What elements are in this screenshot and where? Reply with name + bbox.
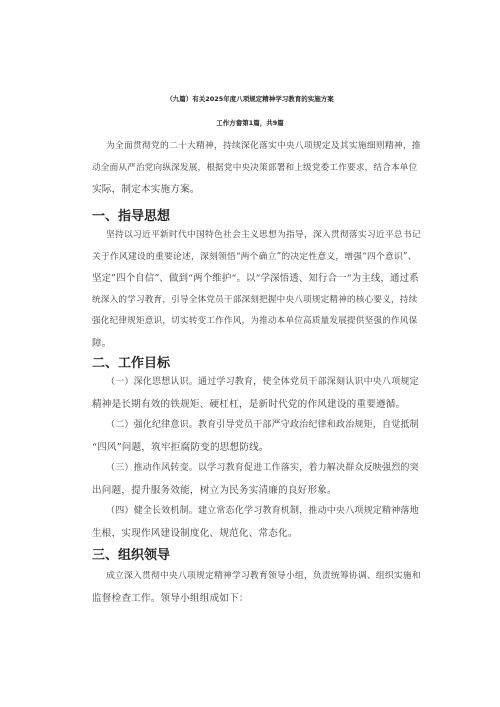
- section-paragraph: [92, 415, 422, 458]
- text-line: （一）深化思想认识。通过学习教育，使全体党员干部深刻认识中央八项规定: [106, 377, 419, 387]
- text-line: （三）推动作风转变。以学习教育促进工作落实，着力解决群众反映强烈的突: [106, 463, 419, 473]
- section-paragraph: [92, 372, 422, 415]
- text-line: 监督检查工作。领导小组组成如下：: [92, 592, 249, 604]
- text-line: “四风”问题，筑牢拒腐防变的思想防线。: [92, 441, 269, 453]
- document-title: （九篇）有关2025年度八项规定精神学习教育的实施方案: [166, 95, 334, 103]
- text-line: 坚定”四个自信”、做到“两个维护“。以“学深悟透、知行合一“为主线，通过系: [92, 273, 419, 284]
- text-line: 关于作风建设的重要论述，深刻领悟“两个确立”的决定性意义，增强“四个意识”、: [92, 251, 417, 262]
- text-line: 实际，制定本实施方案。: [92, 184, 200, 195]
- text-line: 出问题，提升服务效能，树立为民务实清廉的良好形象。: [92, 484, 337, 496]
- text-line: （二）强化纪律意识。教育引导党员干部严守政治纪律和政治规矩，自觉抵制: [106, 420, 419, 430]
- section-paragraph: [92, 225, 422, 354]
- text-line: 统深入的学习教育，引导全体党员干部深刻把握中央八项规定精神的核心要义，持续: [92, 294, 418, 305]
- text-line: 为全面贯彻党的二十大精神，持续深化落实中央八项规定及其实施细则精神，推: [106, 141, 421, 151]
- text-line: 坚持以习近平新时代中国特色社会主义思想为指导，深入贯彻落实习近平总书记: [106, 230, 421, 240]
- intro-paragraph: [92, 136, 422, 201]
- section-paragraph: [92, 566, 422, 609]
- text-line: 生根，实现作风建设制度化、规范化、常态化。: [92, 527, 298, 539]
- text-line: 成立深入贯彻中央八项规定精神学习教育领导小组，负责统筹协调、组织实施和: [106, 571, 421, 581]
- text-line: 强化纪律规矩意识，切实转变工作作风，为推动本单位高质量发展提供坚强的作风保: [92, 316, 418, 326]
- text-line: 精神是长期有效的铁规矩、硬杠杠，是新时代党的作风建设的重要遵循。: [92, 398, 406, 410]
- section-paragraph: [92, 501, 422, 544]
- section-heading: 三、组织领导: [92, 548, 171, 563]
- text-line: （四）健全长效机制。建立常态化学习教育机制，推动中央八项规定精神落地: [106, 506, 419, 516]
- text-line: 障。: [92, 337, 112, 349]
- text-line: 动全面从严治党向纵深发展，根据党中央决策部署和上级党委工作要求，结合本单位: [92, 162, 418, 173]
- section-heading: 一、指导思想: [92, 209, 171, 224]
- section-paragraph: [92, 458, 422, 501]
- section-heading: 二、工作目标: [92, 356, 171, 371]
- document-subtitle: 工作方畲第1篇，共9篇: [216, 119, 284, 127]
